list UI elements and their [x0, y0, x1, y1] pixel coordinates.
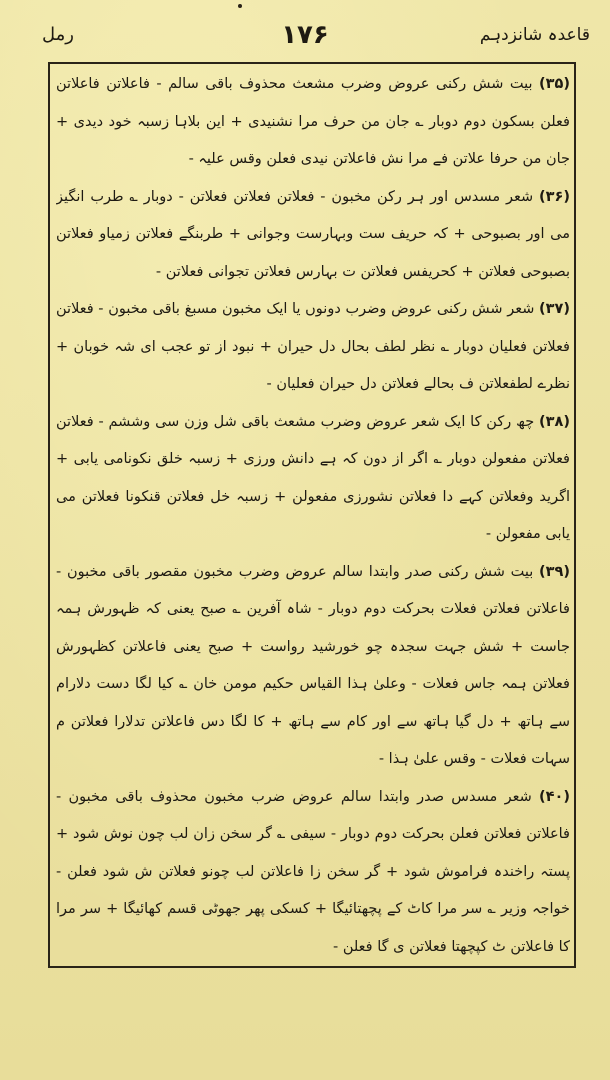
ink-dot — [238, 4, 242, 8]
paragraph-number: (۳۶) — [539, 188, 570, 205]
paragraph-text: شعر مسدس صدر وابتدا سالم عروض ضرب مخبون محذوف باقی مخبون - فاعلاتن فعلاتن فعلن بحرکت دوم دوبار - سیفی ؎ گر سخن زان لب چون نوش شود + پستہ راخندہ فراموش شود + گر سخن زا فاعلاتن لب چونو فعلاتن ش شود فعلن - خواجہ وزیر ؎ سر مرا کاٹ کے پچھتائیگا + کسکی پھر جھوٹی قسم کھائیگا + سر مرا کا فاعلاتن ٹ کپچھتا فعلاتن ی گا فعلن - — [56, 788, 570, 955]
paragraph-text: شعر شش رکنی عروض وضرب دونوں یا ایک مخبون مسبغ باقی مخبون - فعلاتن فعلاتن فعلیان دوبار ؎ نظر لطف بحال دل حیران + نبود از تو عجب ای شہ خوبان + نظرے لطفعلاتن ف بحالے فعلاتن دل حیران فعلیان - — [56, 301, 570, 392]
body-text — [56, 66, 570, 962]
paragraph-text: بیت شش رکنی صدر وابتدا سالم عروض وضرب مخبون مقصور باقی مخبون - فاعلاتن فعلاتن فعلات بحرکت دوم دوبار - شاہ آفرین ؎ صبح یعنی کہ ظہورش ہمہ جاست + شش جہت سجدہ چو خورشید رواست + صبح یعنی فاعلاتن کظہورش فعلاتن ہمہ جاس فعلات - وعلیٰ ہذا القیاس حکیم مومن خان ؎ کیا لگا دست دلارام سے ہاتھ + دل گیا ہاتھ سے اور کام سے ہاتھ + کا لگا دس فاعلاتن تدلارا فعلاتن م سہات فعلات - وقس علیٰ ہذا - — [56, 563, 570, 767]
section-title: رمل — [42, 24, 74, 45]
page-number: ۱۷۶ — [281, 20, 329, 50]
paragraph-number: (۳۹) — [539, 563, 570, 580]
page-header — [20, 20, 590, 56]
paragraph-text: بیت شش رکنی عروض وضرب مشعث محذوف باقی سالم - فاعلاتن فاعلاتن فعلن بسکون دوم دوبار ؎ جان من حرف مرا نشنیدی + این بلاہا زسبہ خود دیدی + جان من حرفا علاتن فے مرا نش فاعلاتن نیدی فعلن وقس علیہ - — [56, 76, 570, 167]
paragraph-38 — [56, 404, 570, 554]
paragraph-text: چھ رکن کا ایک شعر عروض وضرب مشعث باقی شل وزن سی وششم - فعلاتن فعلاتن مفعولن دوبار ؎ اگر از دون کہ ہے دانش ورزی + زسبہ خلق نکونامی یابی + اگرید وفعلاتن کہے دا فعلاتن نشورزی مفعولن + زسبہ خل فعلاتن قنکونا فعلاتن می یابی مفعولن - — [56, 413, 570, 542]
paragraph-text: شعر مسدس اور ہر رکن مخبون - فعلاتن فعلاتن فعلاتن - دوبار ؎ طرب انگیز می اور بصبوحی + کہ حریف ست وبہارست وجوانی + طربنگے فعلاتن زمیاو فعلاتن بصبوحی فعلاتن + کحریفس فعلاتن ت بہارس فعلاتن تجوانی فعلاتن - — [56, 188, 570, 280]
paragraph-35 — [56, 66, 570, 179]
chapter-title: قاعدہ شانزدہم — [479, 25, 590, 45]
paragraph-40 — [56, 779, 570, 963]
paragraph-number: (۳۵) — [539, 76, 570, 92]
paragraph-39 — [56, 554, 570, 779]
paragraph-number: (۴۰) — [539, 788, 570, 805]
paragraph-number: (۳۷) — [539, 301, 570, 317]
paragraph-37 — [56, 291, 570, 404]
paragraph-number: (۳۸) — [539, 413, 570, 430]
paragraph-36 — [56, 179, 570, 292]
